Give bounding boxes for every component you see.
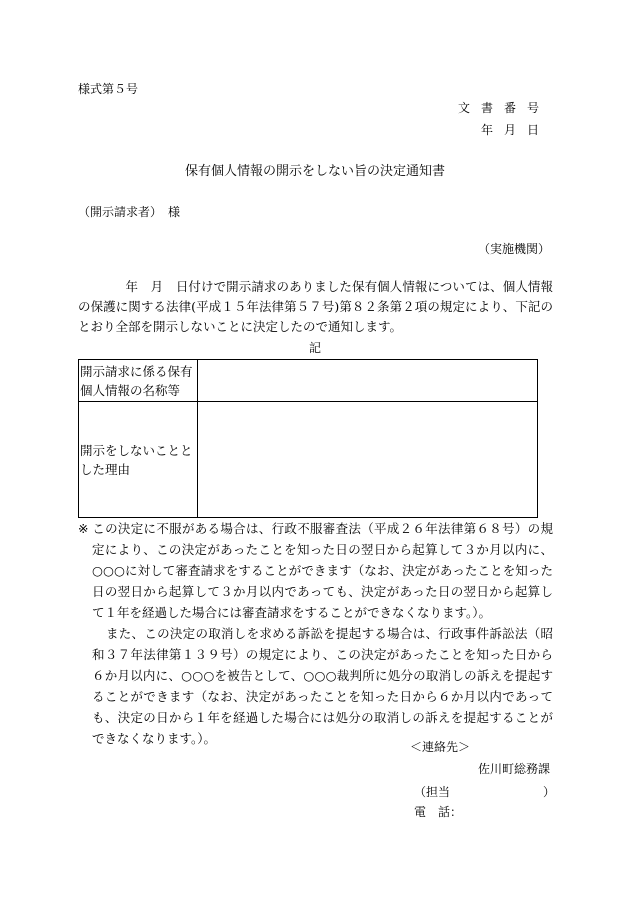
form-number: 様式第５号	[78, 82, 139, 96]
contact-heading: ＜連絡先＞	[410, 740, 471, 754]
body-text	[78, 277, 553, 337]
table-row	[79, 360, 538, 402]
note-mark: ※	[78, 521, 89, 536]
reason-label: 開示をしないこととした理由	[79, 402, 198, 518]
ki-heading: 記	[308, 341, 321, 355]
document-number-label: 文書番号	[457, 101, 550, 115]
appeal-note	[78, 518, 553, 623]
notes-section	[78, 518, 553, 749]
lawsuit-note: また、この決定の取消しを求める訴訟を提起する場合は、行政事件訴訟法（昭和３７年法律第１３９号）の規定により、この決定があったことを知った日から６か月以内に、○○○を被告として、○○○裁判所に処分の取消しの訴えを提起することができます（なお、決定があったことを知った日から６か月以内であっても、決定の日から１年を経過した場合には処分の取消しの訴えを提起することができなくなります。）。	[92, 626, 553, 746]
implementing-agency: （実施機関）	[477, 242, 550, 256]
addressee: （開示請求者） 様	[78, 205, 181, 219]
info-name-value	[198, 360, 538, 402]
info-name-label: 開示請求に係る保有個人情報の名称等	[79, 360, 198, 402]
document-date-label: 年月日	[480, 123, 550, 137]
contact-office: 佐川町総務課	[477, 762, 550, 776]
contact-person-label: （担当	[414, 785, 451, 799]
contact-phone-label: 電 話：	[414, 805, 463, 819]
contact-person-close: ）	[543, 785, 556, 799]
table-row	[79, 402, 538, 518]
appeal-note-text: この決定に不服がある場合は、行政不服審査法（平成２６年法律第６８号）の規定により、この決定があったことを知った日の翌日から起算して３か月以内に、○○○に対して審査請求をすることができます（なお、決定があったことを知った日の翌日から起算して３か月以内であっても、決定があった日の翌日から起算して１年を経過した場合には審査請求をすることができなくなります。）。	[92, 521, 553, 620]
record-table	[78, 359, 538, 518]
body-paragraph: 年 月 日付けで開示請求のありました保有個人情報については、個人情報の保護に関する法律(平成１５年法律第５７号)第８２条第２項の規定により、下記のとおり全部を開示しないことに決定したので通知します。	[78, 279, 553, 334]
document-title: 保有個人情報の開示をしない旨の決定通知書	[184, 164, 445, 179]
reason-value	[198, 402, 538, 518]
